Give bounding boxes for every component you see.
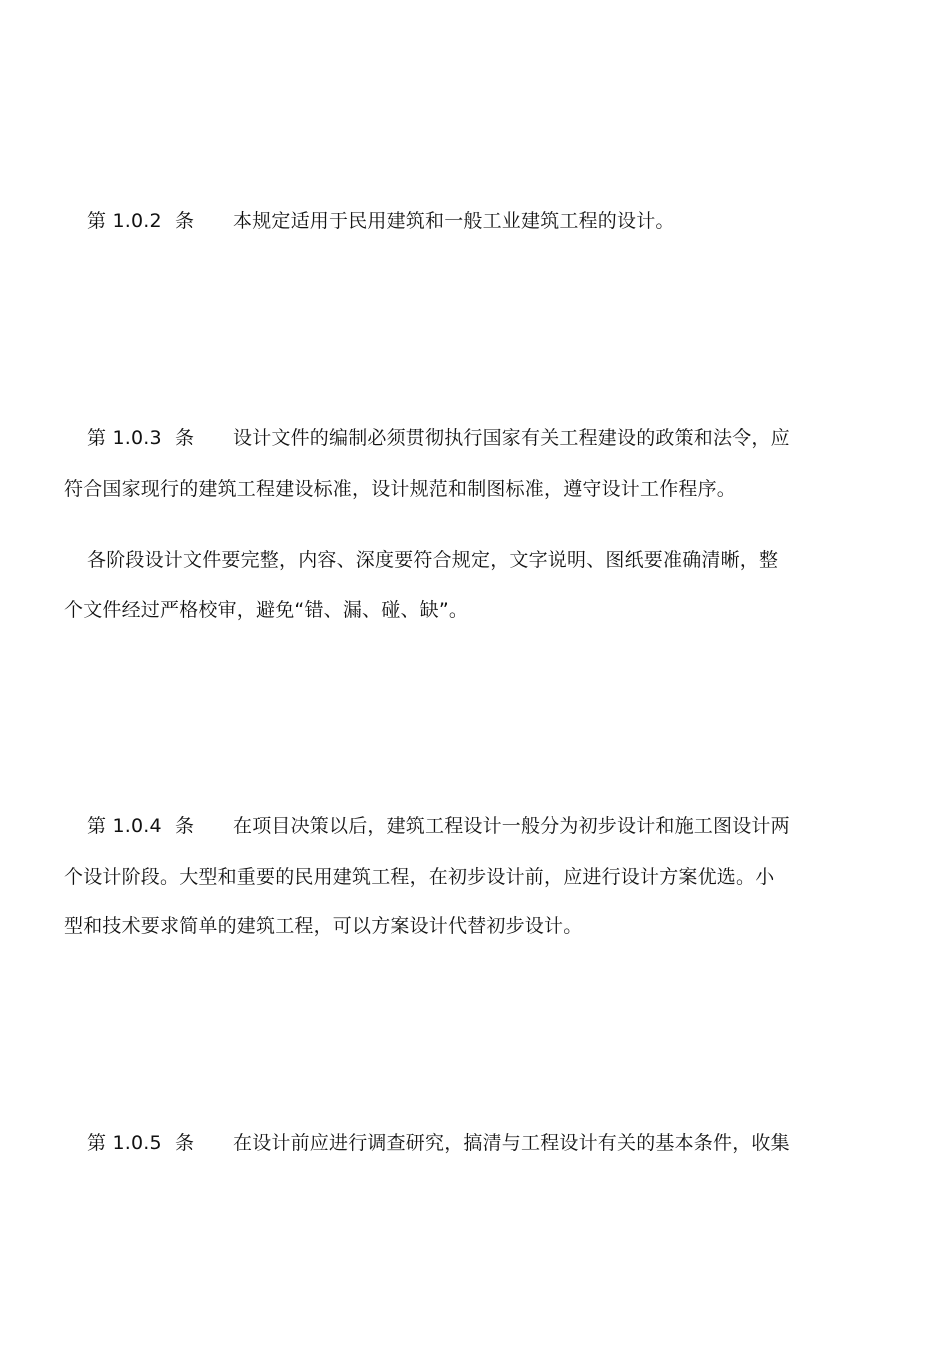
article-1-0-4-line-2: 个设计阶段。大型和重要的民用建筑工程，在初步设计前，应进行设计方案优选。小 — [64, 866, 775, 888]
article-1-0-3-paragraph-2-line-1: 各阶段设计文件要完整，内容、深度要符合规定，文字说明、图纸要准确清晰，整 — [87, 549, 779, 571]
article-text: 在项目决策以后，建筑工程设计一般分为初步设计和施工图设计两 — [233, 815, 790, 837]
article-label: 第 1.0.5 条 — [87, 1132, 195, 1154]
article-1-0-4-line-1 — [87, 814, 844, 838]
article-1-0-3-paragraph-2-line-2: 个文件经过严格校审，避免“错、漏、碰、缺”。 — [64, 599, 469, 621]
article-label: 第 1.0.3 条 — [87, 427, 195, 449]
article-1-0-5-line-1 — [87, 1131, 844, 1155]
article-text: 在设计前应进行调查研究，搞清与工程设计有关的基本条件，收集 — [233, 1132, 790, 1154]
article-text: 设计文件的编制必须贯彻执行国家有关工程建设的政策和法令，应 — [233, 427, 790, 449]
article-1-0-3-line-2: 符合国家现行的建筑工程建设标准，设计规范和制图标准，遵守设计工作程序。 — [64, 478, 737, 500]
article-label: 第 1.0.2 条 — [87, 210, 195, 232]
article-label: 第 1.0.4 条 — [87, 815, 195, 837]
article-1-0-2-line-1 — [87, 209, 844, 233]
article-1-0-3-line-1 — [87, 426, 844, 450]
article-1-0-4-line-3: 型和技术要求简单的建筑工程，可以方案设计代替初步设计。 — [64, 915, 583, 937]
article-text: 本规定适用于民用建筑和一般工业建筑工程的设计。 — [233, 210, 675, 232]
